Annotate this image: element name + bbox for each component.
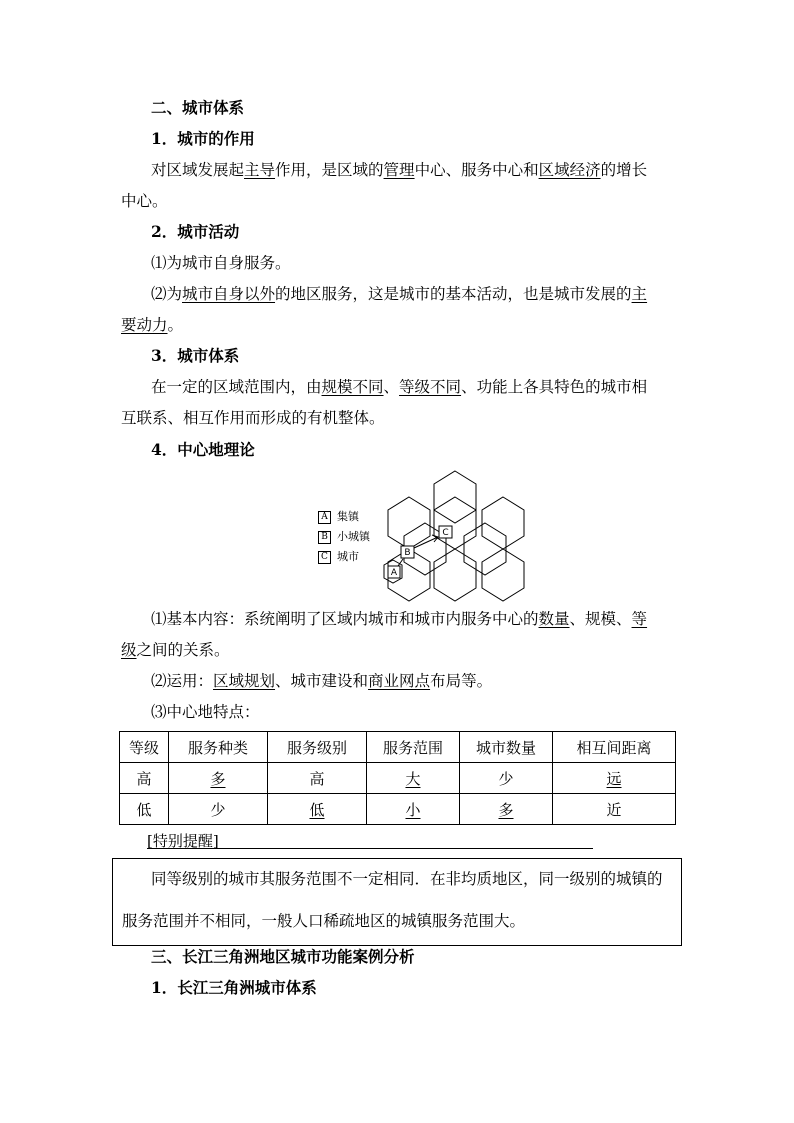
paragraph-activity-2: ⑵为城市自身以外的地区服务，这是城市的基本活动，也是城市发展的主: [151, 285, 648, 303]
hex-large: [482, 549, 524, 601]
section-title-3: 三、长江三角洲地区城市功能案例分析: [151, 947, 415, 966]
heading-city-activity: 2．城市活动: [151, 222, 240, 241]
heading-city-system: 3．城市体系: [151, 346, 240, 365]
table-header-cell: 服务级别: [268, 732, 367, 763]
table-cell: 高: [120, 763, 169, 794]
table-header-cell: 相互间距离: [553, 732, 676, 763]
paragraph-city-role: 对区域发展起主导作用，是区域的管理中心、服务中心和区域经济的增长: [151, 161, 648, 179]
table-row: [120, 794, 676, 825]
table-cell: 远: [553, 763, 676, 794]
table-cell: 多: [169, 763, 268, 794]
reminder-box: [112, 858, 682, 946]
paragraph-basic-content-cont: 级之间的关系。: [121, 641, 230, 659]
table-cell: 多: [460, 794, 553, 825]
table-cell: 高: [268, 763, 367, 794]
table-header-cell: 服务范围: [367, 732, 460, 763]
legend-item-b: [318, 530, 370, 544]
paragraph-activity-2-cont: 要动力。: [121, 316, 184, 334]
hex-large: [482, 497, 524, 549]
table-header-cell: 等级: [120, 732, 169, 763]
section-title: 二、城市体系: [151, 98, 245, 117]
hex-large: [434, 549, 476, 601]
legend-label: 城市: [337, 550, 359, 563]
table-cell: 低: [120, 794, 169, 825]
legend-code: A: [318, 511, 331, 524]
node-b-label: B: [404, 548, 411, 558]
node-a-label: A: [390, 568, 398, 578]
heading-city-role: 1．城市的作用: [151, 129, 255, 148]
paragraph-city-system: 在一定的区域范围内，由规模不同、等级不同、功能上各具特色的城市相: [151, 378, 648, 396]
paragraph-activity-1: ⑴为城市自身服务。: [151, 254, 291, 272]
central-place-diagram: [372, 465, 532, 605]
legend-code: B: [318, 531, 331, 544]
paragraph-city-system-cont: 互联系、相互作用而形成的有机整体。: [121, 409, 385, 427]
legend-item-a: [318, 510, 359, 524]
legend-label: 集镇: [337, 510, 359, 523]
table-header-cell: 城市数量: [460, 732, 553, 763]
legend-label: 小城镇: [337, 530, 370, 543]
heading-yangtze-system: 1．长江三角洲城市体系: [151, 978, 317, 997]
paragraph-application: ⑵运用：区域规划、城市建设和商业网点布局等。: [151, 672, 493, 690]
reminder-text-line-2: 服务范围并不相同，一般人口稀疏地区的城镇服务范围大。: [122, 912, 526, 930]
central-place-table: [119, 731, 676, 825]
table-header-row: [120, 732, 676, 763]
node-c-label: C: [442, 528, 449, 538]
hex-large: [464, 523, 506, 575]
table-cell: 大: [367, 763, 460, 794]
table-row: [120, 763, 676, 794]
hex-large: [388, 497, 430, 549]
paragraph-features: ⑶中心地特点：: [151, 703, 260, 721]
legend-item-c: [318, 550, 359, 564]
table-cell: 近: [553, 794, 676, 825]
table-cell: 少: [460, 763, 553, 794]
reminder-title: [特别提醒]: [147, 832, 219, 850]
reminder-divider: [147, 848, 593, 849]
reminder-text-line-1: 同等级别的城市其服务范围不一定相同．在非均质地区，同一级别的城镇的: [151, 870, 663, 888]
table-cell: 小: [367, 794, 460, 825]
table-header-cell: 服务种类: [169, 732, 268, 763]
table-cell: 少: [169, 794, 268, 825]
legend-code: C: [318, 551, 331, 564]
heading-central-place: 4．中心地理论: [151, 440, 255, 459]
paragraph-city-role-cont: 中心。: [121, 192, 168, 210]
table-cell: 低: [268, 794, 367, 825]
paragraph-basic-content: ⑴基本内容：系统阐明了区域内城市和城市内服务中心的数量、规模、等: [151, 610, 648, 628]
